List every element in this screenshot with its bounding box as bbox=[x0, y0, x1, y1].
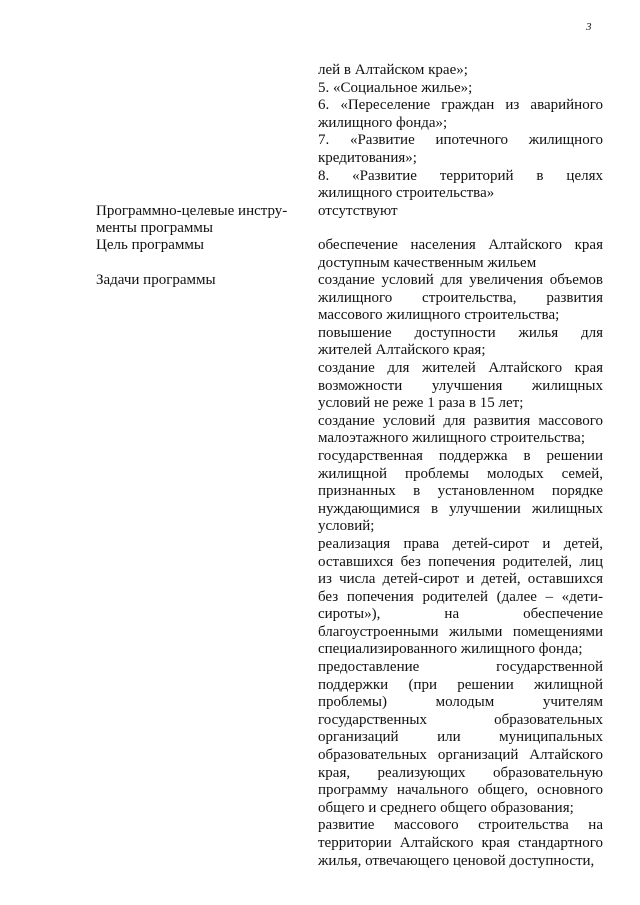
task-item: создание условий для увеличения объемов жилищного строительства, развития массового жилищного строительства; bbox=[318, 272, 603, 324]
instruments-label-line: менты программы bbox=[96, 220, 213, 236]
goal-value bbox=[318, 237, 603, 272]
list-item: 8. «Развитие территорий в целях жилищного строительства» bbox=[318, 167, 603, 202]
instruments-label-line: Программно-целевые инстру- bbox=[96, 203, 288, 219]
task-item: создание для жителей Алтайского края возможности улучшения жилищных условий не реже 1 раза в 15 лет; bbox=[318, 359, 603, 412]
instruments-label bbox=[96, 203, 298, 237]
goal-label: Цель программы bbox=[96, 237, 204, 253]
instruments-value-text: отсутствуют bbox=[318, 203, 398, 219]
page-number: 3 bbox=[586, 21, 592, 33]
list-item: 5. «Социальное жилье»; bbox=[318, 79, 473, 96]
goal-value-text: обеспечение населения Алтайского края доступным качественным жильем bbox=[318, 237, 603, 271]
list-item: 6. «Переселение граждан из аварийного жилищного фонда»; bbox=[318, 97, 603, 131]
task-item: повышение доступности жилья для жителей Алтайского края; bbox=[318, 324, 603, 359]
instruments-value bbox=[318, 203, 603, 221]
task-item: предоставление государственной поддержки (при решении жилищной проблемы) молодым учителям государственных образовательных организаций или муниципальных образовательных организаций Алтайского края, реализующих образовательную программу начального общего, основного общего и среднего общего образования; bbox=[318, 659, 603, 816]
tasks-list bbox=[318, 272, 603, 870]
task-item: развитие массового строительства на территории Алтайского края стандартного жилья, отвечающего ценовой доступности, bbox=[318, 817, 603, 869]
task-item: реализация права детей-сирот и детей, оставшихся без попечения родителей, лиц из числа детей-сирот и детей, оставшихся без попечения родителей (далее – «дети-сироты»), на обеспечение благоустроенными жилыми помещениями специализированного жилищного фонда; bbox=[318, 535, 603, 658]
continued-subprogram-list bbox=[318, 62, 603, 203]
list-item: лей в Алтайском крае»; bbox=[318, 62, 468, 78]
task-item: создание условий для развития массового малоэтажного жилищного строительства; bbox=[318, 412, 603, 447]
tasks-label: Задачи программы bbox=[96, 272, 216, 288]
list-item: 7. «Развитие ипотечного жилищного кредитования»; bbox=[318, 132, 603, 166]
task-item: государственная поддержка в решении жилищной проблемы молодых семей, признанных в установленном порядке нуждающимися в улучшении жилищных условий; bbox=[318, 447, 603, 535]
